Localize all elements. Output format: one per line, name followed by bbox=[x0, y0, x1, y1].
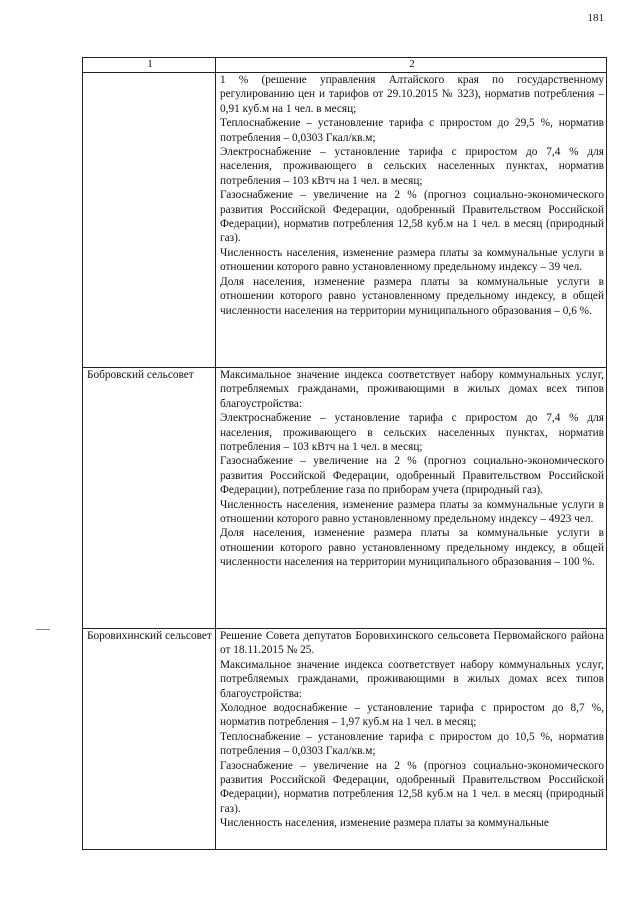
column-header-1: 1 bbox=[83, 58, 216, 73]
description-paragraph: Численность населения, изменение размера платы за коммунальные услуги в отношении которого равно установленному предельному индексу – 4923 чел. bbox=[220, 498, 604, 526]
description-paragraph: Электроснабжение – установление тарифа с приростом до 7,4 % для населения, проживающего в сельских населенных пунктах, норматив потребления – 103 кВтч на 1 чел. в месяц; bbox=[220, 412, 604, 454]
description-paragraph: Максимальное значение индекса соответствует набору коммунальных услуг, потребляемых гражданами, проживающими в жилых домах всех типов благоустройства: bbox=[220, 369, 604, 410]
page-number: 181 bbox=[587, 12, 604, 24]
description-paragraph: Доля населения, изменение размера платы за коммунальные услуги в отношении которого равно установленному предельному индексу, в общей численности населения на территории муниципального образования – 0,6 %. bbox=[220, 275, 604, 317]
column-header-2: 2 bbox=[216, 58, 607, 73]
description-paragraph: Газоснабжение – увеличение на 2 % (прогноз социально-экономического развития Российской Федерации, одобренный Правительством Российской Федерации), потребление газа по приборам учета (природный газ). bbox=[220, 455, 604, 497]
tariff-table bbox=[82, 57, 607, 850]
description-paragraph: Численность населения, изменение размера платы за коммунальные bbox=[220, 817, 549, 830]
row-description bbox=[216, 629, 607, 850]
description-paragraph: Численность населения, изменение размера платы за коммунальные услуги в отношении которого равно установленному предельному индексу – 39 чел. bbox=[220, 246, 604, 274]
description-paragraph: 1 % (решение управления Алтайского края по государственному регулированию цен и тарифов от 29.10.2015 № 323), норматив потребления – 0,91 куб.м на 1 чел. в месяц; bbox=[220, 74, 604, 115]
table-row bbox=[83, 368, 607, 629]
description-paragraph: Доля населения, изменение размера платы за коммунальные услуги в отношении которого равно установленному предельному индексу, в общей численности населения на территории муниципального образования – 100 %. bbox=[220, 527, 604, 569]
table-row bbox=[83, 629, 607, 850]
description-paragraph: Электроснабжение – установление тарифа с приростом до 7,4 % для населения, проживающего в сельских населенных пунктах, норматив потребления – 103 кВтч на 1 чел. в месяц; bbox=[220, 146, 604, 187]
row-description bbox=[216, 368, 607, 629]
municipality-name: Боровихинский сельсовет bbox=[83, 629, 216, 850]
description-paragraph: Теплоснабжение – установление тарифа с приростом до 10,5 %, норматив потребления – 0,0303 Гкал/кв.м; bbox=[220, 730, 604, 758]
description-paragraph: Газоснабжение – увеличение на 2 % (прогноз социально-экономического развития Российской Федерации, одобренный Правительством Российской Федерации), норматив потребления 12,58 куб.м на 1 чел. в месяц (природный газ). bbox=[220, 189, 604, 245]
description-paragraph: Газоснабжение – увеличение на 2 % (прогноз социально-экономического развития Российской Федерации, одобренный Правительством Российской Федерации), норматив потребления 12,58 куб.м на 1 чел. в месяц (природный газ). bbox=[220, 759, 604, 815]
description-paragraph: Теплоснабжение – установление тарифа с приростом до 29,5 %, норматив потребления – 0,0303 Гкал/кв.м; bbox=[220, 117, 604, 144]
description-paragraph: Максимальное значение индекса соответствует набору коммунальных услуг, потребляемых гражданами, проживающими в жилых домах всех типов благоустройства: bbox=[220, 658, 604, 700]
table-header-row bbox=[83, 58, 607, 73]
table-row bbox=[83, 73, 607, 368]
description-paragraph: Холодное водоснабжение – установление тарифа с приростом до 8,7 %, норматив потребления – 1,97 куб.м на 1 чел. в месяц; bbox=[220, 702, 604, 729]
margin-mark bbox=[36, 629, 50, 630]
row-description bbox=[216, 73, 607, 368]
municipality-name bbox=[83, 73, 216, 368]
description-paragraph: Решение Совета депутатов Боровихинского сельсовета Первомайского района от 18.11.2015 № 25. bbox=[220, 630, 604, 657]
municipality-name: Бобровский сельсовет bbox=[83, 368, 216, 629]
